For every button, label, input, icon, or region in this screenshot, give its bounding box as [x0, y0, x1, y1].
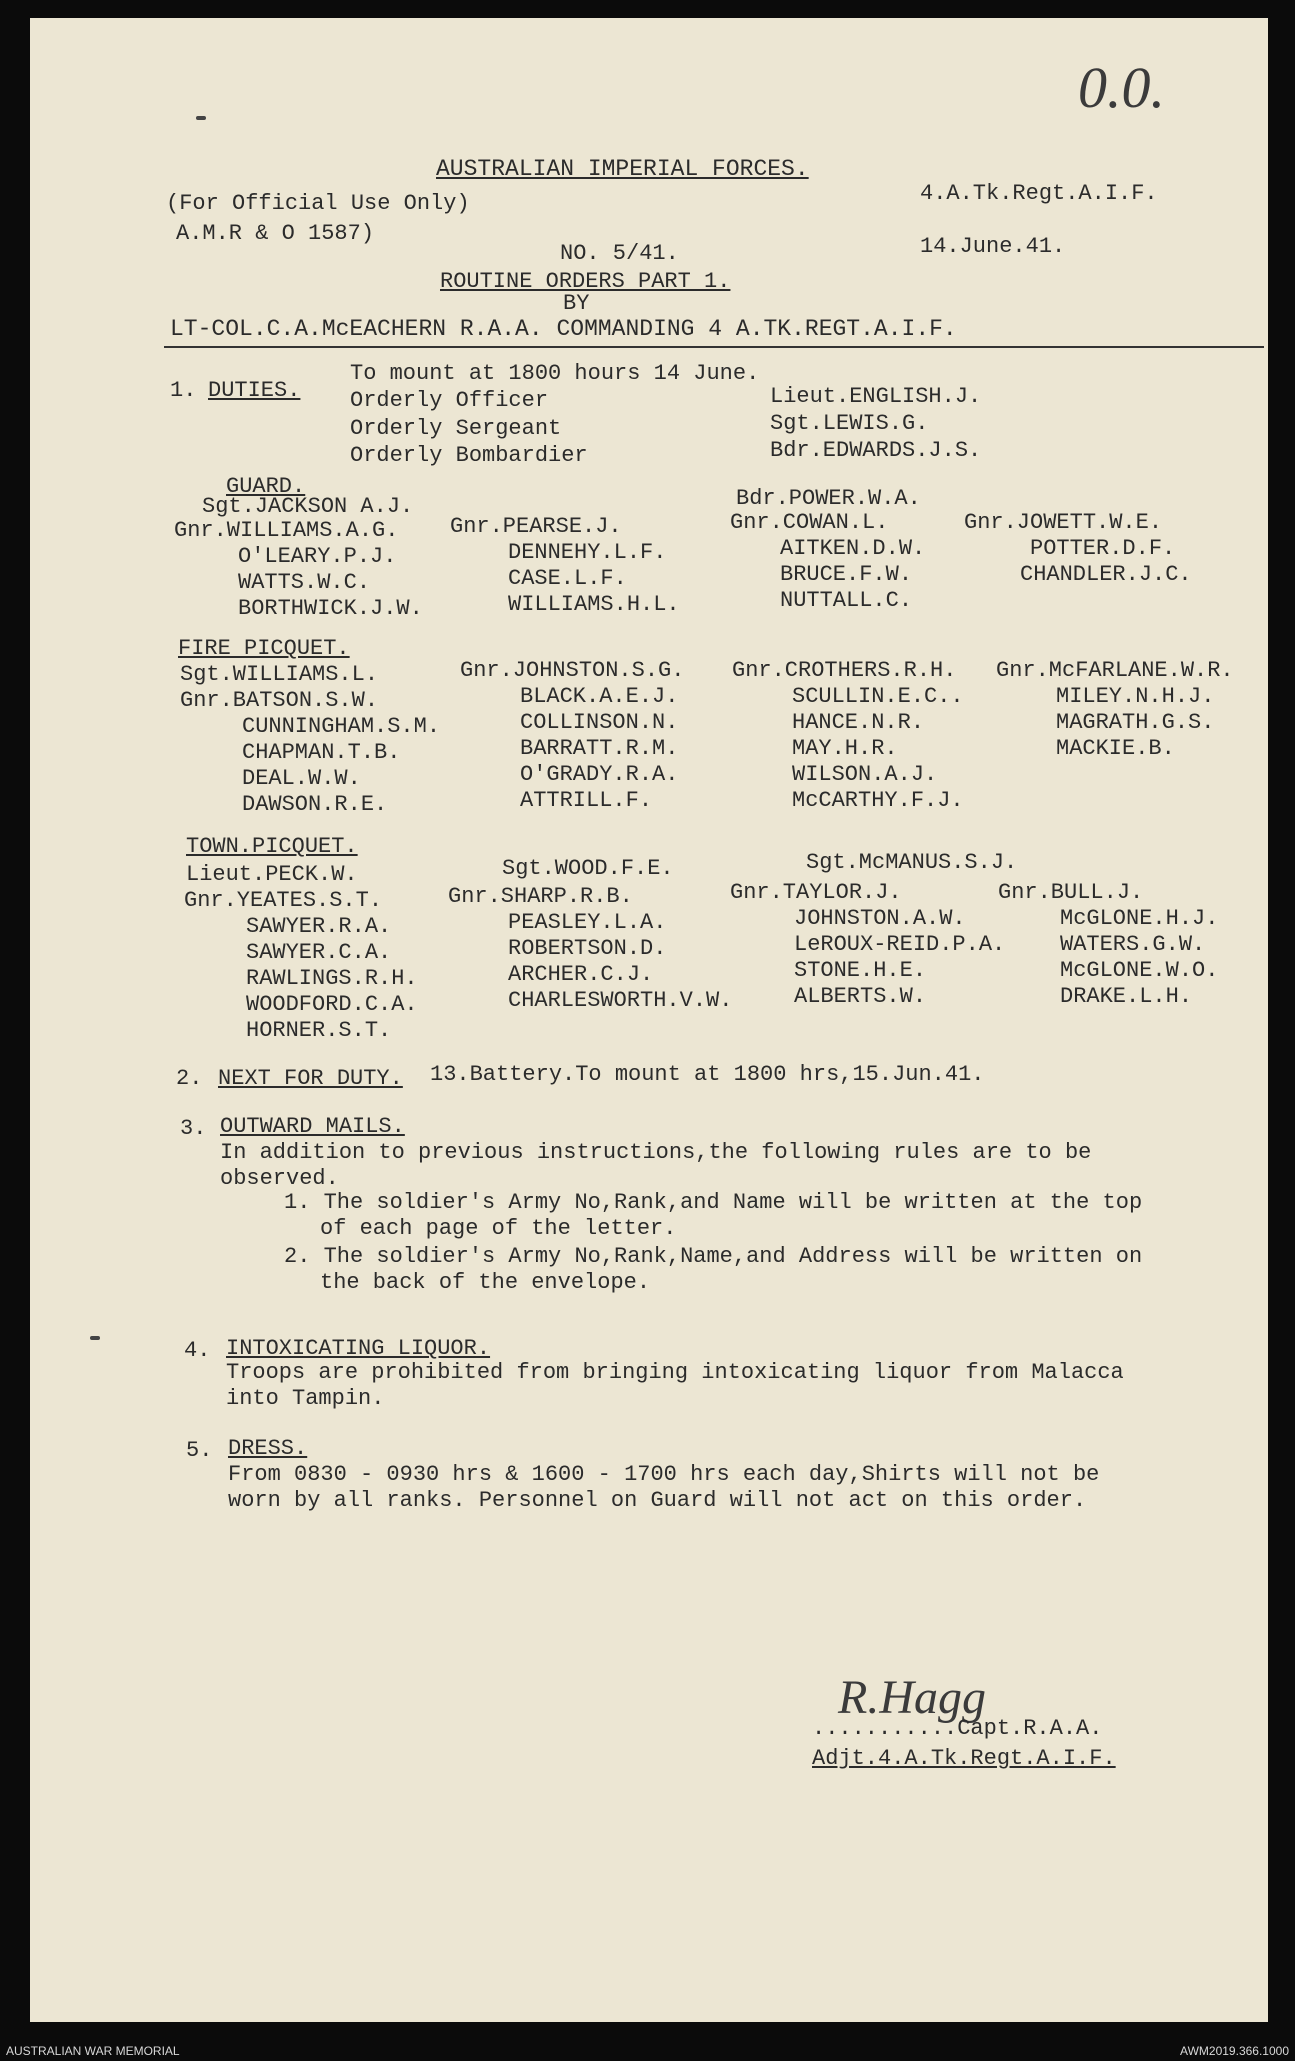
town-picquet-member: SAWYER.C.A.: [246, 940, 392, 965]
org-heading: AUSTRALIAN IMPERIAL FORCES.: [436, 156, 809, 182]
duty-role: Orderly Officer: [350, 388, 549, 413]
amr-reference: A.M.R & O 1587): [176, 221, 375, 246]
town-picquet-lieutenant: Lieut.PECK.W.: [186, 862, 358, 887]
mount-time: To mount at 1800 hours 14 June.: [350, 361, 760, 386]
duty-role: Orderly Sergeant: [350, 416, 562, 441]
town-picquet-member: DRAKE.L.H.: [1060, 984, 1193, 1009]
town-picquet-member: Gnr.SHARP.R.B.: [448, 884, 633, 909]
handwritten-annotation: 0.0.: [1078, 55, 1165, 120]
guard-member: O'LEARY.P.J.: [238, 544, 397, 569]
town-picquet-member: HORNER.S.T.: [246, 1018, 392, 1043]
town-picquet-member: WATERS.G.W.: [1060, 932, 1206, 957]
fire-picquet-member: Gnr.McFARLANE.W.R.: [996, 658, 1234, 683]
footer-accession: AWM2019.366.1000: [1180, 2044, 1289, 2058]
town-picquet-member: CHARLESWORTH.V.W.: [508, 988, 733, 1013]
guard-heading: GUARD.: [226, 474, 306, 499]
section-number: 2.: [176, 1066, 203, 1091]
town-picquet-member: Gnr.TAYLOR.J.: [730, 880, 902, 905]
guard-member: AITKEN.D.W.: [780, 536, 926, 561]
town-picquet-member: McGLONE.W.O.: [1060, 958, 1219, 983]
town-picquet-member: ARCHER.C.J.: [508, 962, 654, 987]
town-picquet-member: McGLONE.H.J.: [1060, 906, 1219, 931]
guard-member: WILLIAMS.H.L.: [508, 592, 680, 617]
order-date: 14.June.41.: [920, 234, 1066, 259]
guard-bombardier: Bdr.POWER.W.A.: [736, 486, 921, 511]
section-number: 4.: [184, 1338, 211, 1363]
fire-picquet-member: O'GRADY.R.A.: [520, 762, 679, 787]
town-picquet-member: LeROUX-REID.P.A.: [794, 932, 1006, 957]
document-title: ROUTINE ORDERS PART 1.: [440, 269, 731, 294]
signature: R.Hagg: [838, 1671, 986, 1724]
mails-rule: of each page of the letter.: [320, 1216, 677, 1241]
fire-picquet-member: Gnr.CROTHERS.R.H.: [732, 658, 957, 683]
duty-name: Bdr.EDWARDS.J.S.: [770, 438, 982, 463]
duties-heading: DUTIES.: [208, 378, 301, 403]
guard-member: BRUCE.F.W.: [780, 562, 913, 587]
town-picquet-member: RAWLINGS.R.H.: [246, 966, 418, 991]
mails-rule: 2. The soldier's Army No,Rank,Name,and Address will be written on: [284, 1244, 1143, 1269]
town-picquet-member: JOHNSTON.A.W.: [794, 906, 966, 931]
fire-picquet-member: BARRATT.R.M.: [520, 736, 679, 761]
guard-member: Gnr.WILLIAMS.A.G.: [174, 518, 399, 543]
fire-picquet-member: WILSON.A.J.: [792, 762, 938, 787]
guard-member: BORTHWICK.J.W.: [238, 596, 423, 621]
town-picquet-sergeant: Sgt.McMANUS.S.J.: [806, 850, 1018, 875]
mails-text: observed.: [220, 1166, 339, 1191]
signature-rank: ...........Capt.R.A.A.: [812, 1716, 1103, 1741]
fire-picquet-member: COLLINSON.N.: [520, 710, 679, 735]
fire-picquet-member: McCARTHY.F.J.: [792, 788, 964, 813]
dress-text: From 0830 - 0930 hrs & 1600 - 1700 hrs each day,Shirts will not be: [228, 1462, 1100, 1487]
fire-picquet-member: SCULLIN.E.C..: [792, 684, 964, 709]
fire-picquet-member: BLACK.A.E.J.: [520, 684, 679, 709]
fire-picquet-member: MAGRATH.G.S.: [1056, 710, 1215, 735]
town-picquet-member: Gnr.YEATES.S.T.: [184, 888, 383, 913]
by-label: BY: [563, 291, 590, 316]
order-number: NO. 5/41.: [560, 241, 679, 266]
fire-picquet-member: MAY.H.R.: [792, 736, 898, 761]
section-number: 3.: [180, 1116, 207, 1141]
guard-member: Gnr.COWAN.L.: [730, 510, 889, 535]
signature-title: Adjt.4.A.Tk.Regt.A.I.F.: [812, 1746, 1116, 1771]
town-picquet-member: ROBERTSON.D.: [508, 936, 667, 961]
town-picquet-heading: TOWN.PICQUET.: [186, 834, 358, 859]
town-picquet-member: SAWYER.R.A.: [246, 914, 392, 939]
guard-member: WATTS.W.C.: [238, 570, 371, 595]
duty-name: Sgt.LEWIS.G.: [770, 411, 929, 436]
fire-picquet-member: MILEY.N.H.J.: [1056, 684, 1215, 709]
guard-sergeant: Sgt.JACKSON A.J.: [202, 494, 414, 519]
town-picquet-member: PEASLEY.L.A.: [508, 910, 667, 935]
fire-picquet-member: Gnr.BATSON.S.W.: [180, 688, 379, 713]
fire-picquet-member: DAWSON.R.E.: [242, 792, 388, 817]
mails-rule: the back of the envelope.: [320, 1270, 651, 1295]
punch-mark: [90, 1336, 100, 1340]
liquor-text: Troops are prohibited from bringing intoxicating liquor from Malacca: [226, 1360, 1124, 1385]
fire-picquet-heading: FIRE PICQUET.: [178, 636, 350, 661]
town-picquet-sergeant: Sgt.WOOD.F.E.: [502, 856, 674, 881]
footer-credit: AUSTRALIAN WAR MEMORIAL: [6, 2044, 180, 2058]
punch-mark: [196, 116, 206, 120]
mails-text: In addition to previous instructions,the following rules are to be: [220, 1140, 1092, 1165]
fire-picquet-member: CUNNINGHAM.S.M.: [242, 714, 441, 739]
commander-line: LT-COL.C.A.McEACHERN R.A.A. COMMANDING 4 A.TK.REGT.A.I.F.: [170, 316, 957, 342]
fire-picquet-member: HANCE.N.R.: [792, 710, 925, 735]
section-number: 1.: [170, 378, 197, 403]
unit-name: 4.A.Tk.Regt.A.I.F.: [920, 181, 1158, 206]
duty-name: Lieut.ENGLISH.J.: [770, 384, 982, 409]
next-duty-heading: NEXT FOR DUTY.: [218, 1066, 403, 1091]
guard-member: CASE.L.F.: [508, 566, 627, 591]
guard-member: POTTER.D.F.: [1030, 536, 1176, 561]
mails-heading: OUTWARD MAILS.: [220, 1114, 405, 1139]
mails-rule: 1. The soldier's Army No,Rank,and Name will be written at the top: [284, 1190, 1143, 1215]
dress-text: worn by all ranks. Personnel on Guard will not act on this order.: [228, 1488, 1087, 1513]
fire-picquet-member: Sgt.WILLIAMS.L.: [180, 662, 379, 687]
liquor-text: into Tampin.: [226, 1386, 385, 1411]
fire-picquet-member: DEAL.W.W.: [242, 766, 361, 791]
dress-heading: DRESS.: [228, 1436, 308, 1461]
town-picquet-member: WOODFORD.C.A.: [246, 992, 418, 1017]
fire-picquet-member: CHAPMAN.T.B.: [242, 740, 401, 765]
next-duty-text: 13.Battery.To mount at 1800 hrs,15.Jun.41.: [430, 1062, 985, 1087]
fire-picquet-member: ATTRILL.F.: [520, 788, 653, 813]
guard-member: Gnr.PEARSE.J.: [450, 514, 622, 539]
duty-role: Orderly Bombardier: [350, 443, 588, 468]
guard-member: Gnr.JOWETT.W.E.: [964, 510, 1163, 535]
guard-member: CHANDLER.J.C.: [1020, 562, 1192, 587]
guard-member: NUTTALL.C.: [780, 588, 913, 613]
town-picquet-member: ALBERTS.W.: [794, 984, 927, 1009]
fire-picquet-member: Gnr.JOHNSTON.S.G.: [460, 658, 685, 683]
document-page: [30, 18, 1268, 2022]
town-picquet-member: Gnr.BULL.J.: [998, 880, 1144, 905]
fire-picquet-member: MACKIE.B.: [1056, 736, 1175, 761]
liquor-heading: INTOXICATING LIQUOR.: [226, 1336, 491, 1361]
section-number: 5.: [186, 1438, 213, 1463]
guard-member: DENNEHY.L.F.: [508, 540, 667, 565]
town-picquet-member: STONE.H.E.: [794, 958, 927, 983]
header-rule: [164, 346, 1264, 348]
official-use-note: (For Official Use Only): [166, 191, 470, 216]
